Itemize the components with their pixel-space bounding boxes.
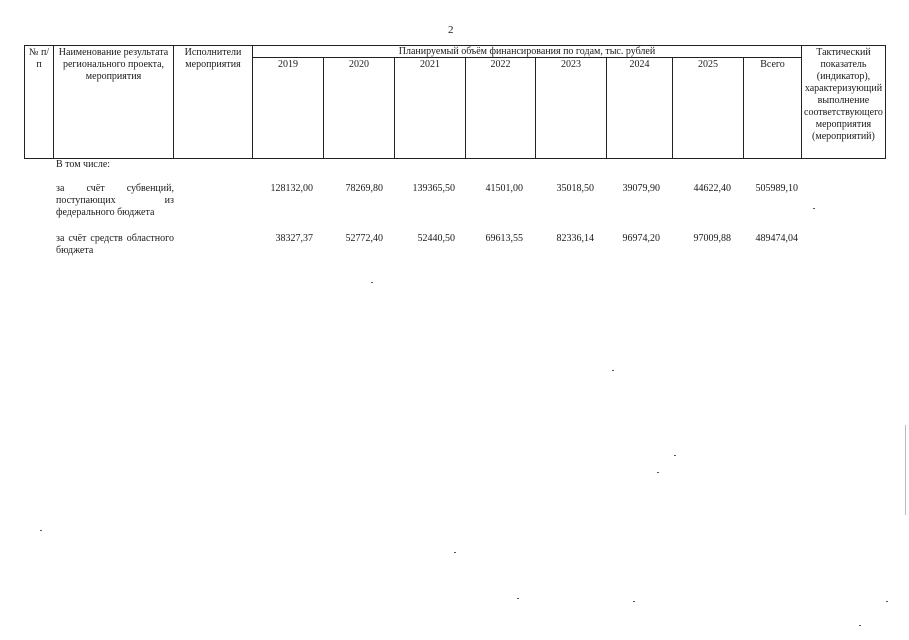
scan-speck: [633, 601, 635, 602]
federal-2020-value: 78269,80: [345, 183, 383, 194]
federal-2025-value: 44622,40: [693, 183, 731, 194]
col-header-planned-funding: Планируемый объём финансирования по годам, тыс. рублей: [253, 46, 802, 58]
scan-speck: [612, 370, 614, 371]
federal-total-value: 505989,10: [755, 183, 798, 194]
year-header-2019: 2019: [253, 58, 324, 159]
year-header-2020: 2020: [324, 58, 395, 159]
regional-2024-value: 96974,20: [622, 233, 660, 244]
regional-2023-value: 82336,14: [556, 233, 594, 244]
federal-2021-value: 139365,50: [412, 183, 455, 194]
federal-2023-value: 35018,50: [556, 183, 594, 194]
col-header-name: Наименование результата регионального проекта, мероприятия: [54, 46, 174, 159]
year-header-total: Всего: [744, 58, 802, 159]
federal-2024-value: 39079,90: [622, 183, 660, 194]
regional-2025-value: 97009,88: [693, 233, 731, 244]
scan-speck: [859, 625, 861, 626]
scan-speck: [371, 282, 373, 283]
federal-2022-value: 41501,00: [485, 183, 523, 194]
year-header-2025: 2025: [673, 58, 744, 159]
year-header-2022: 2022: [466, 58, 536, 159]
regional-2019-value: 38327,37: [275, 233, 313, 244]
scan-speck: [674, 455, 676, 456]
year-header-2021: 2021: [395, 58, 466, 159]
regional-row-label: за счёт средств областного бюджета: [56, 233, 174, 256]
scan-speck: [40, 530, 42, 531]
header-table: [24, 45, 886, 159]
federal-2019-value: 128132,00: [270, 183, 313, 194]
scan-speck: [886, 601, 888, 602]
year-header-2023: 2023: [536, 58, 607, 159]
federal-row-label: за счёт субвенций, поступающих из федерального бюджета: [56, 183, 174, 218]
year-header-2024: 2024: [607, 58, 673, 159]
scan-speck: [813, 208, 815, 209]
scan-speck: [517, 598, 519, 599]
regional-2021-value: 52440,50: [417, 233, 455, 244]
scan-speck: [657, 472, 659, 473]
regional-2020-value: 52772,40: [345, 233, 383, 244]
scan-speck: [454, 552, 456, 553]
col-header-number: № п/п: [25, 46, 54, 159]
col-header-executors: Исполнители мероприятия: [174, 46, 253, 159]
regional-2022-value: 69613,55: [485, 233, 523, 244]
intro-text: В том числе:: [56, 159, 111, 170]
page-number: 2: [448, 24, 454, 36]
regional-total-value: 489474,04: [755, 233, 798, 244]
col-header-indicator: Тактический показатель (индикатор), характеризующий выполнение соответствующего мероприятия (мероприятий): [802, 46, 886, 159]
scan-edge-line: [905, 425, 906, 515]
